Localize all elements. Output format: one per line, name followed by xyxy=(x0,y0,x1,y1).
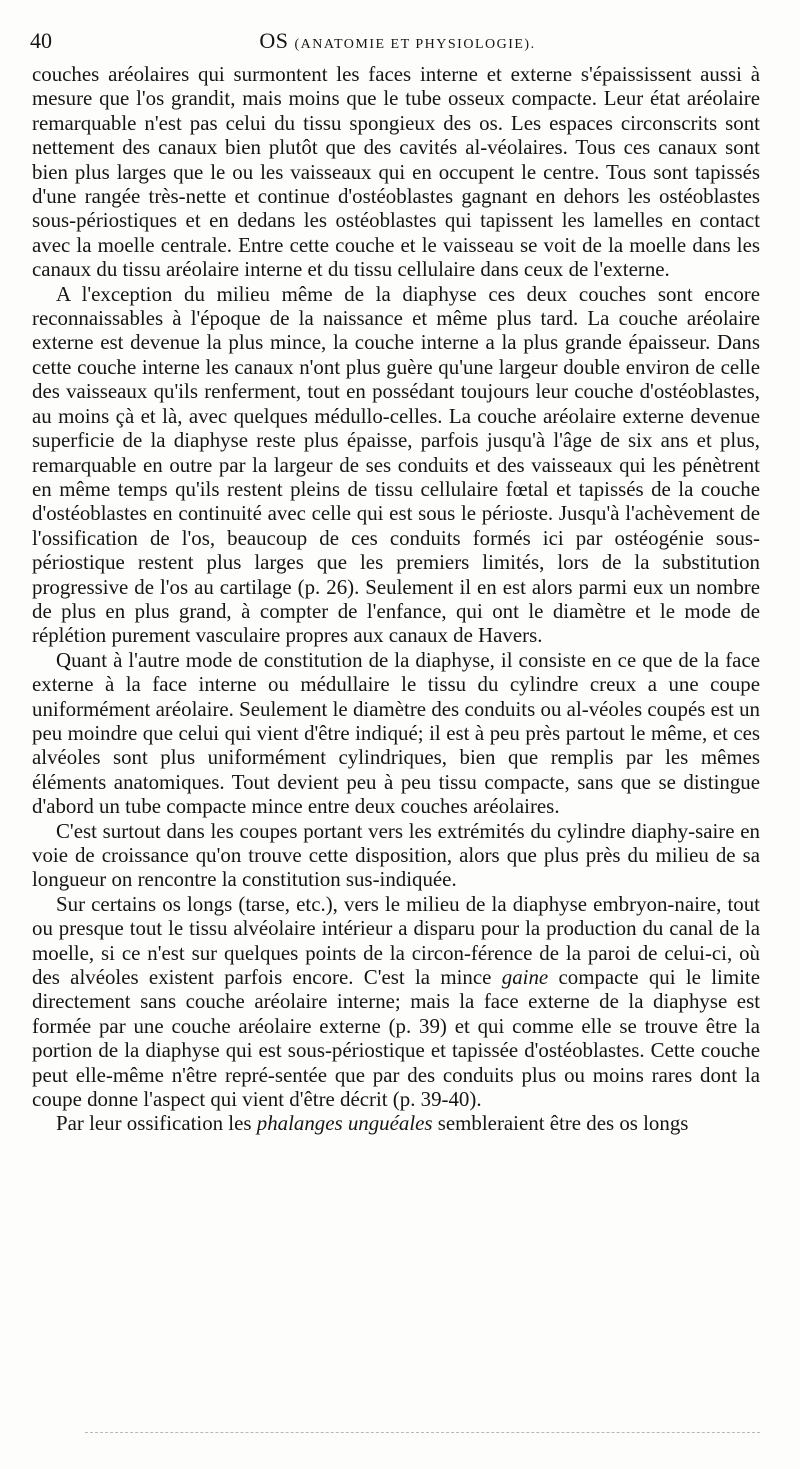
paragraph xyxy=(32,892,760,1112)
paragraph-text: couches aréolaires qui surmontent les faces interne et externe s'épaississent aussi à mesure que l'os grandit, mais moins que le tube osseux compacte. Leur état aréolaire remarquable n'est pas celui du tissu spongieux des os. Les espaces circonscrits sont nettement des canaux bien plutôt que des cavités al-véolaires. Tous ces canaux sont bien plus larges que le ou les vaisseaux qui en occupent le centre. Tous sont tapissés d'une rangée très-nette et continue d'ostéoblastes gagnant en dehors les ostéoblastes sous-périostiques et en dedans les ostéoblastes qui tapissent les lamelles en contact avec la moelle centrale. Entre cette couche et le vaisseau se voit de la moelle dans les canaux du tissu aréolaire interne et du tissu cellulaire dans ceux de l'externe. xyxy=(32,62,760,282)
paragraph xyxy=(32,1111,760,1135)
running-title-sub: (ANATOMIE ET PHYSIOLOGIE). xyxy=(294,37,536,52)
running-title xyxy=(30,28,765,54)
paragraph xyxy=(32,282,760,648)
body-text xyxy=(32,62,760,1136)
page-header xyxy=(30,28,765,54)
paragraph-text: Quant à l'autre mode de constitution de la diaphyse, il consiste en ce que de la face externe à la face interne ou médullaire le tissu du cylindre creux a une coupe uniformément aréolaire. Seulement le diamètre des conduits ou al-véoles coupés est un peu moindre que celui qui vient d'être indiqué; il est à peu près partout le même, et ces alvéoles sont plus uniformément cylindriques, bien que remplis par les mêmes éléments anatomiques. Tout devient peu à peu tissu compacte, sans que se distingue d'abord un tube compacte mince entre deux couches aréolaires. xyxy=(32,647,760,819)
paragraph xyxy=(32,648,760,819)
footer-rule xyxy=(85,1432,760,1433)
italic-term: gaine xyxy=(501,965,549,990)
running-title-main: OS xyxy=(259,28,289,53)
paragraph-text: compacte qui le limite directement sans couche aréolaire interne; mais la face externe de la diaphyse est formée par une couche aréolaire externe (p. 39) et qui comme elle se trouve être la portion de la diaphyse qui est sous-périostique et tapissée d'ostéoblastes. Cette couche peut elle-même n'être repré-sentée que par des conduits plus ou moins rares dont la coupe donne l'aspect qui vient d'être décrit (p. 39-40). xyxy=(32,965,760,1112)
italic-term: phalanges unguéales xyxy=(256,1111,433,1136)
paragraph xyxy=(32,819,760,892)
page-number: 40 xyxy=(30,28,52,53)
paragraph-text: Sur certains os longs (tarse, etc.), vers le milieu de la diaphyse embryon-naire, tout ou presque tout le tissu alvéolaire intérieur a disparu pour la production du canal de la moelle, si ce n'est sur quelques points de la circon-férence de la paroi de celui-ci, où des alvéoles existent parfois encore. C'est la mince xyxy=(32,891,760,990)
paragraph xyxy=(32,62,760,282)
paragraph-text: sembleraient être des os longs xyxy=(432,1111,689,1136)
paragraph-text: C'est surtout dans les coupes portant vers les extrémités du cylindre diaphy-saire en voie de croissance qu'on trouve cette disposition, alors que plus près du milieu de sa longueur on rencontre la constitution sus-indiquée. xyxy=(32,818,760,892)
paragraph-text: A l'exception du milieu même de la diaphyse ces deux couches sont encore reconnaissables à l'époque de la naissance et même plus tard. La couche aréolaire externe est devenue la plus mince, la couche interne a la plus grande épaisseur. Dans cette couche interne les canaux n'ont plus guère qu'une largeur double environ de celle des vaisseaux qu'ils renferment, tout en possédant toujours leur couche d'ostéoblastes, au moins çà et là, avec quelques médullo-celles. La couche aréolaire externe devenue superficie de la diaphyse reste plus épaisse, parfois jusqu'à l'âge de six ans et plus, remarquable en outre par la largeur de ses conduits et des vaisseaux qui les pénètrent en même temps qu'ils restent pleins de tissu cellulaire fœtal et tapissés de la couche d'ostéoblastes en continuité avec celle qui est sous le périoste. Jusqu'à l'achèvement de l'ossification de l'os, beaucoup de ces conduits formés ici par ostéogénie sous-périostique restent plus larges que les premiers limités, lors de la substitution progressive de l'os au cartilage (p. 26). Seulement il en est alors parmi eux un nombre de plus en plus grand, à compter de l'enfance, qui ont le diamètre et le mode de réplétion purement vasculaire propres aux canaux de Havers. xyxy=(32,281,760,648)
paragraph-text: Par leur ossification les xyxy=(56,1111,257,1136)
